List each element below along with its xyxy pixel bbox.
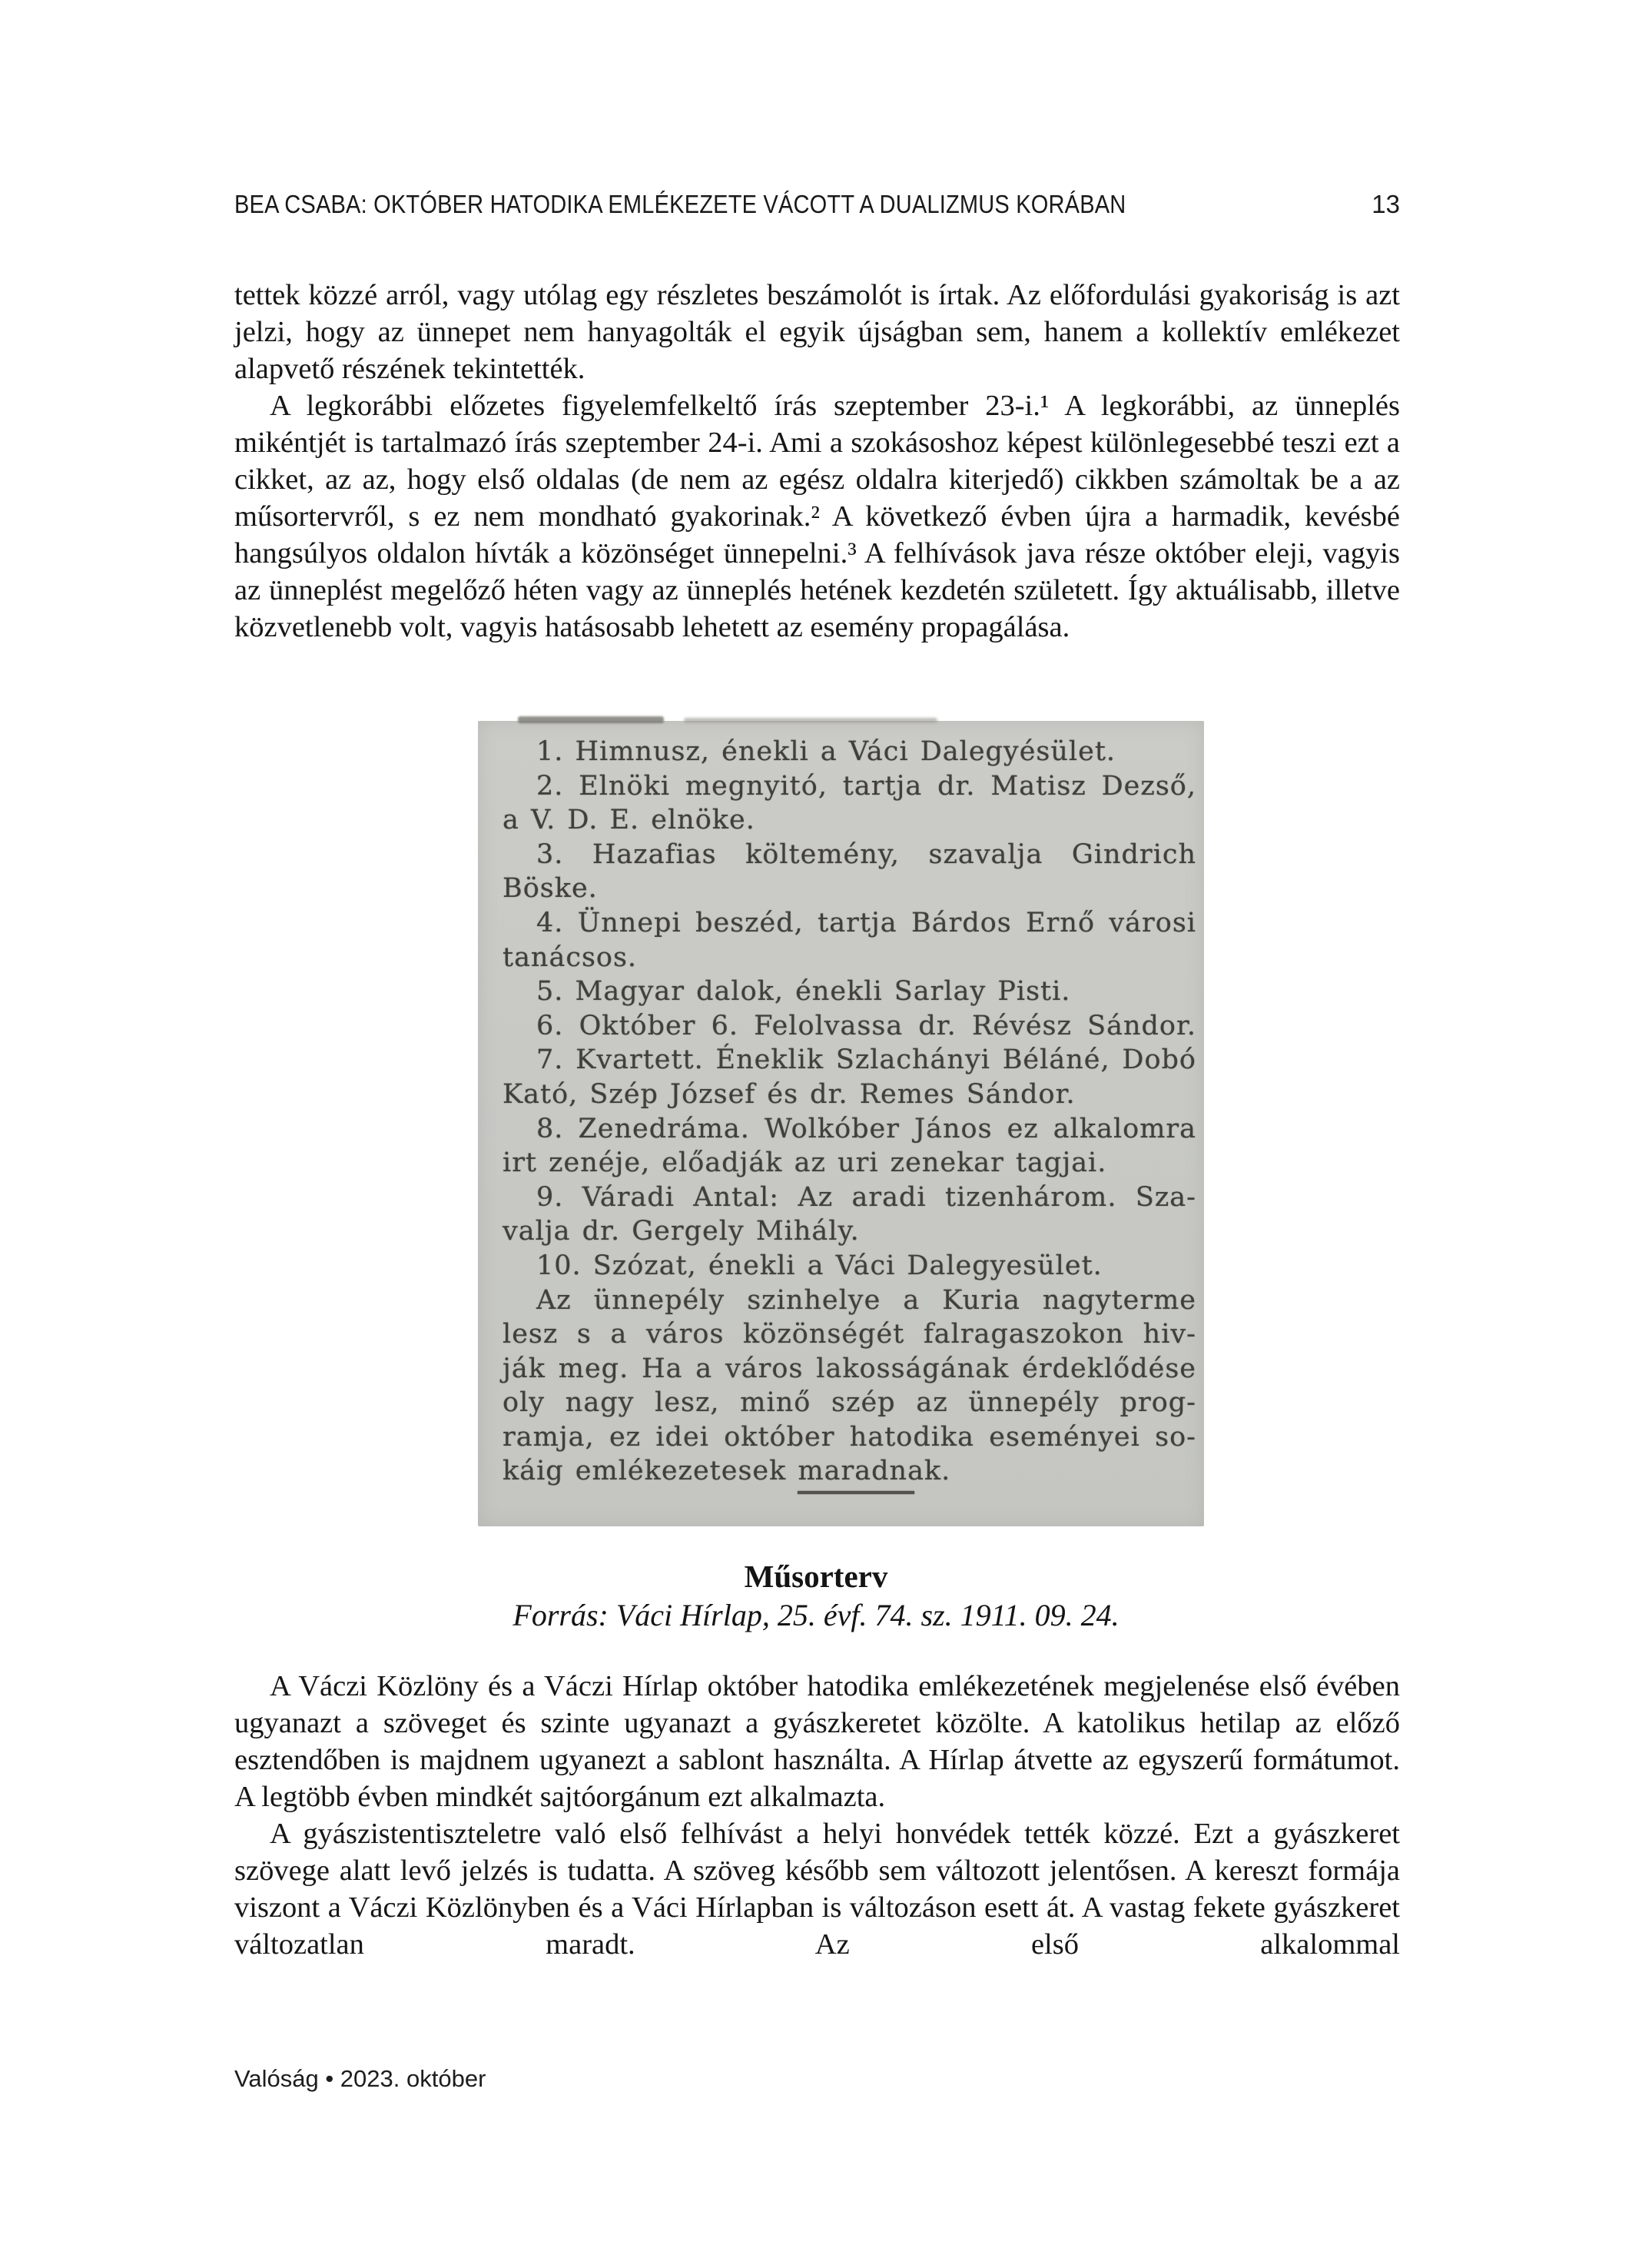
body-paragraph: A Váczi Közlöny és a Váczi Hírlap október hatodika emlékezetének megjelenése első évében ugyanazt a szöveget és szinte ugyanazt a gyászkeretet közölte. A katolikus hetilap az előző esztendőben is majdnem ugyanezt a sablont használta. A Hírlap átvette az egyszerű formátumot. A legtöbb évben mindkét sajtóorgánum ezt alkalmazta. (234, 1670, 1400, 1813)
clipping-line: 4. Ünnepi beszéd, tartja Bárdos Ernő városi (536, 907, 1196, 938)
newspaper-clipping-image (478, 721, 1204, 1526)
body-paragraph: tettek közzé arról, vagy utólag egy részletes beszámolót is írtak. Az előfordulási gyakoriság is azt jelzi, hogy az ünnepet nem hanyagolták el egyik újságban sem, hanem a kollektív emlékezet alapvető részének tekintették. (234, 279, 1400, 385)
clipping-line: 6. Október 6. Felolvassa dr. Révész Sándor. (536, 1010, 1196, 1041)
clipping-line: Az ünnepély szinhelye a Kuria nagyterme (536, 1284, 1196, 1316)
clipping-program-list (503, 735, 1196, 1489)
clipping-line: 9. Váradi Antal: Az aradi tizenhárom. Sza- (536, 1181, 1196, 1213)
clipping-line: káig emlékezetesek maradnak. (503, 1456, 951, 1487)
body-text-upper (234, 277, 1400, 646)
body-text-lower (234, 1668, 1400, 1963)
clipping-line: 1. Himnusz, énekli a Váci Dalegyésület. (536, 736, 1116, 767)
clipping-line: Böske. (503, 873, 598, 905)
clipping-line: 3. Hazafias költemény, szavalja Gindrich (536, 838, 1196, 870)
clipping-line: Kató, Szép József és dr. Remes Sándor. (503, 1078, 1076, 1110)
running-header-title: BEA CSABA: OKTÓBER HATODIKA EMLÉKEZETE VÁCOTT A DUALIZMUS KORÁBAN (234, 190, 1126, 218)
clipping-line: tanácsos. (503, 941, 638, 973)
body-paragraph: A legkorábbi előzetes figyelemfelkeltő írás szeptember 23-i.¹ A legkorábbi, az ünneplés mikéntjét is tartalmazó írás szeptember 24-i. Ami a szokásoshoz képest különlegesebbé teszi ezt a cikket, az az, hogy első oldalas (de nem az egész oldalra kiterjedő) cikkben számoltak be a az műsortervről, s ez nem mondható gyakorinak.² A következő évben újra a harmadik, kevésbé hangsúlyos oldalon hívták a közönséget ünnepelni.³ A felhívások java része október eleji, vagyis az ünneplést megelőző héten vagy az ünneplés hetének kezdetén született. Így aktuálisabb, illetve közvetlenebb volt, vagyis hatásosabb lehetett az esemény propagálása. (234, 390, 1400, 643)
clipping-line: valja dr. Gergely Mihály. (503, 1216, 860, 1247)
clipping-line: lesz s a város közönségét falragaszokon hiv- (503, 1319, 1196, 1350)
clipping-line: oly nagy lesz, minő szép az ünnepély prog- (503, 1387, 1196, 1419)
body-paragraph: A gyászistentiszteletre való első felhívást a helyi honvédek tették közzé. Ezt a gyászkeret szövege alatt levő jelzés is tudatta. A szöveg később sem változott jelentősen. A kereszt formája viszont a Váczi Közlönyben és a Váci Hírlapban is változáson esett át. A vastag fekete gyászkeret változatlan maradt. Az első alkalommal (234, 1818, 1400, 1961)
caption-title: Műsorterv (744, 1559, 888, 1594)
clipping-line: 8. Zenedráma. Wolkóber János ez alkalomra (536, 1113, 1196, 1144)
clipping-line: a V. D. E. elnöke. (503, 805, 755, 836)
caption-source: Forrás: Váci Hírlap, 25. évf. 74. sz. 1911. 09. 24. (512, 1598, 1120, 1632)
clipping-line: ják meg. Ha a város lakosságának érdeklődése (503, 1353, 1196, 1384)
page-number: 13 (1372, 190, 1400, 218)
running-header (234, 190, 1400, 219)
clipping-line: irt zenéje, előadják az uri zenekar tagjai. (503, 1147, 1107, 1179)
clipping-line: 2. Elnöki megnyitó, tartja dr. Matisz Dezső, (536, 770, 1196, 802)
clipping-line: 5. Magyar dalok, énekli Sarlay Pisti. (536, 976, 1071, 1008)
figure-caption (0, 1557, 1632, 1635)
clipping-line: 10. Szózat, énekli a Váci Dalegyesület. (536, 1250, 1103, 1281)
clipping-crop-artifact (684, 718, 937, 722)
clipping-line: 7. Kvartett. Éneklik Szlachányi Béláné, Dobó (536, 1044, 1196, 1076)
clipping-crop-artifact (518, 716, 664, 723)
clipping-line: ramja, ez idei október hatodika eseményei so- (503, 1421, 1196, 1453)
journal-footer: Valóság • 2023. október (234, 2065, 486, 2092)
clipping-separator-rule (798, 1491, 914, 1494)
